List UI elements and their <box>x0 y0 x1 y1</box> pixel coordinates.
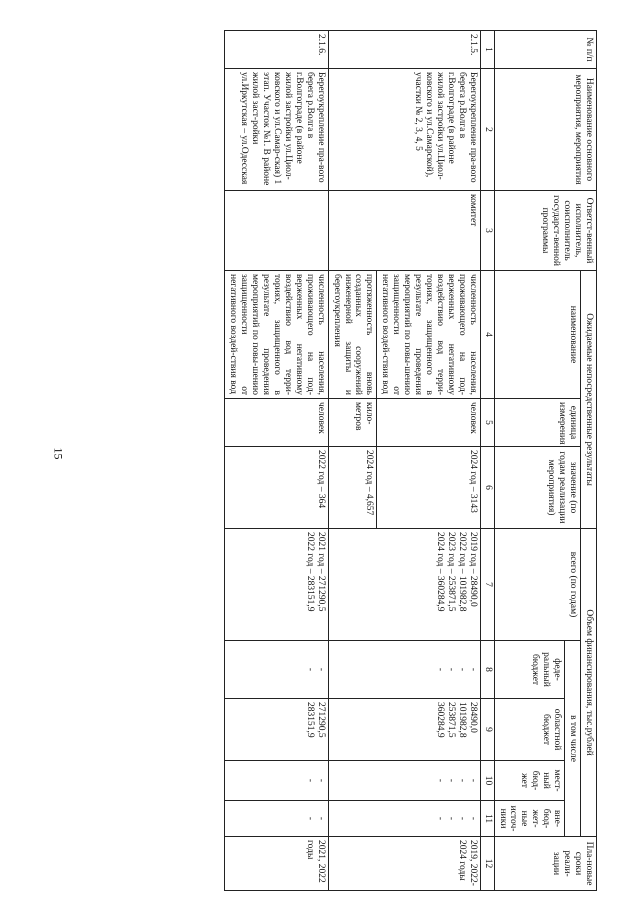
finance-local: - - <box>225 761 328 801</box>
result-unit: человек <box>225 399 328 447</box>
header-results: Ожидаемые непосредственные результаты <box>581 271 597 529</box>
result-name: протяженность вновь созданных сооружений инженерной защиты и берегоукрепления <box>328 271 377 399</box>
finance-regional: 271290,5 283151,9 <box>225 699 328 761</box>
header-regional: областной бюджет <box>494 699 565 761</box>
finance-extra: - - - - <box>328 801 480 837</box>
rotated-table-sheet <box>187 30 597 890</box>
result-name: численность населения, проживающего на под-верженных негативному воздействию вод терри-ториях, защищенного в результате проведения мероприятий по повы-шению защищенности от негативного воздей-ствия вод <box>377 271 480 399</box>
col-index: 9 <box>480 699 494 761</box>
terms: 2019, 2022-2024 годы <box>328 837 480 891</box>
header-executor: Ответст-венный исполнитель, соисполнитель государст-венной программы <box>494 191 596 271</box>
col-index: 4 <box>480 271 494 399</box>
col-index: 11 <box>480 801 494 837</box>
header-federal: феде-ральный бюджет <box>494 641 565 699</box>
result-value: 2022 год – 364 <box>225 447 328 529</box>
result-unit: человек <box>377 399 480 447</box>
col-index: 8 <box>480 641 494 699</box>
col-index: 1 <box>480 31 494 69</box>
table-row <box>225 31 328 891</box>
header-terms: Пла-новые сроки реали-зации <box>494 837 596 891</box>
finance-local: - - - - <box>328 761 480 801</box>
page-number: 15 <box>51 447 66 460</box>
col-index: 3 <box>480 191 494 271</box>
col-index: 7 <box>480 529 494 641</box>
col-index: 12 <box>480 837 494 891</box>
header-including: в том числе <box>565 641 581 837</box>
measure-name: Берегоукрепление пра-вого берега р.Волга в г.Волгограде (в районе жилой застройки ул.Циол-ковского и ул.Самар-ская) 1 этап. Участок №1. В районе жилой заст-ройки ул.Иркутская – ул.Одесская <box>225 69 328 191</box>
executor <box>225 191 328 271</box>
row-number: 2.1.6. <box>225 31 328 69</box>
header-finance: Объем финансирования, тыс.рублей <box>581 529 597 837</box>
finance-federal: - - - - <box>328 641 480 699</box>
col-index: 6 <box>480 447 494 529</box>
finance-extra: - - <box>225 801 328 837</box>
result-name: численность населения, проживающего на под-верженных негативному воздействию вод терри-ториях, защищенного в результате проведения мероприятий по повы-шению защищенности от негативного воздей-ствия вод <box>225 271 328 399</box>
executor: комитет <box>328 191 480 271</box>
col-index: 5 <box>480 399 494 447</box>
finance-total: 2019 год – 28490,0 2022 год – 101982,8 2023 год – 253871,5 2024 год – 360284,9 <box>328 529 480 641</box>
col-index: 10 <box>480 761 494 801</box>
header-result-value: значение (по годам реализации мероприятия) <box>494 447 580 529</box>
row-number: 2.1.5. <box>328 31 480 69</box>
result-value: 2024 год – 4,657 <box>328 447 377 529</box>
finance-federal: - - <box>225 641 328 699</box>
header-name: Наименование основного мероприятия, мероприятия <box>494 69 596 191</box>
measure-name: Берегоукрепление пра-вого берега р.Волга в г.Волгограде (в районе жилой застройки ул.Циол-ковского и ул.Самарской), участки № 2, 3, 4, 5 <box>328 69 480 191</box>
header-extra: вне-бюд-жет-ные источ-ники <box>494 801 565 837</box>
header-result-unit: единица измерения <box>494 399 580 447</box>
program-table <box>224 30 597 891</box>
table-row <box>377 31 480 891</box>
result-unit: кило-метров <box>328 399 377 447</box>
terms: 2021, 2022 годы <box>225 837 328 891</box>
header-local: мест-ный бюд-жет <box>494 761 565 801</box>
header-result-name: наименование <box>494 271 580 399</box>
header-total: всего (по годам) <box>494 529 580 641</box>
result-value: 2024 год – 3143 <box>377 447 480 529</box>
finance-total: 2021 год – 271290,5 2022 год – 283151,9 <box>225 529 328 641</box>
header-no: № п/п <box>494 31 596 69</box>
column-index-row <box>480 31 494 891</box>
col-index: 2 <box>480 69 494 191</box>
finance-regional: 28490,0 101982,8 253871,5 360284,9 <box>328 699 480 761</box>
